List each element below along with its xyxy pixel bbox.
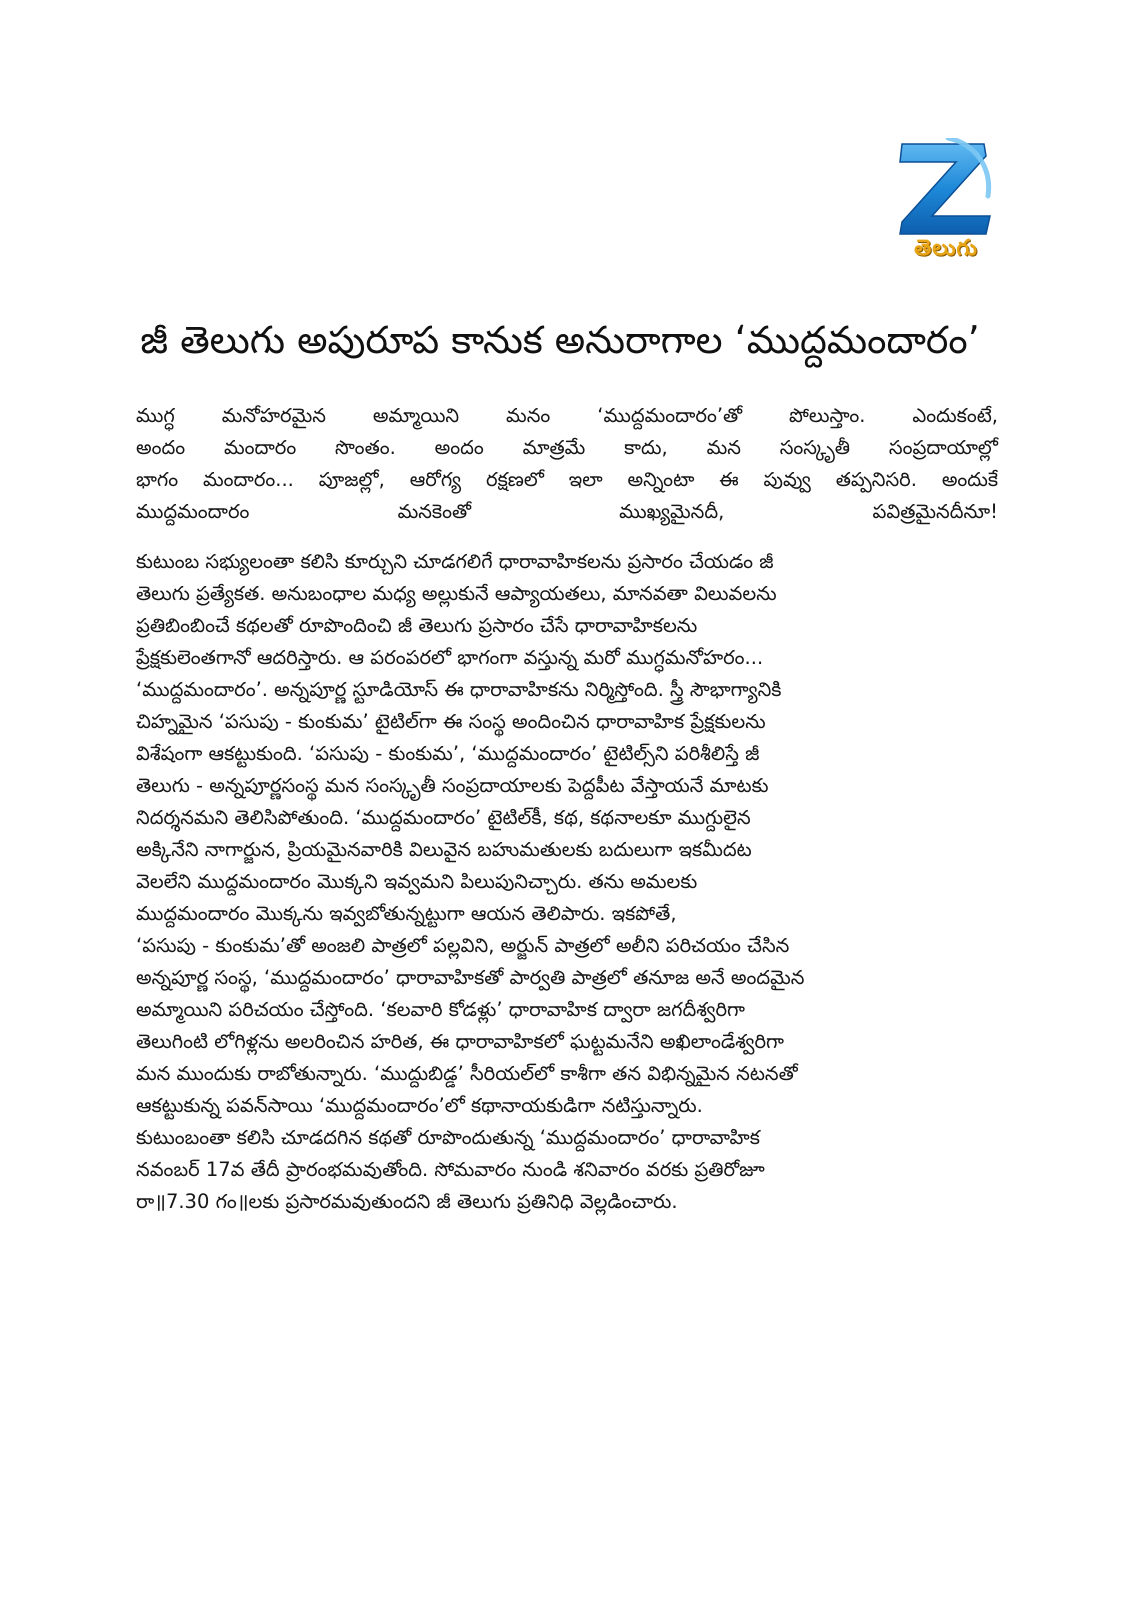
paragraph-2 [136,546,998,1218]
text-line: ఆకట్టుకున్న పవన్‌సాయి ‘ముద్దమందారం’లో కథానాయకుడిగా నటిస్తున్నారు. [136,1094,703,1117]
text-line: ‘ముద్దమందారం’. అన్నపూర్ణ స్టూడియోస్ ఈ ధారావాహికను నిర్మిస్తోంది. స్త్రీ సౌభాగ్యానికి [136,678,782,701]
text-line: అక్కినేని నాగార్జున, ప్రియమైనవారికి విలువైన బహుమతులకు బదులుగా ఇకమీదట [136,838,752,861]
zee-logo-mark-icon [898,138,994,238]
text-line: నవంబర్ 17వ తేదీ ప్రారంభమవుతోంది. సోమవారం నుండి శనివారం వరకు ప్రతిరోజూ [136,1158,765,1181]
text-line: భాగం మందారం... పూజల్లో, ఆరోగ్య రక్షణలో ఇలా అన్నింటా ఈ పువ్వు తప్పనిసరి. అందుకే [136,468,998,491]
text-line: ‘పసుపు - కుంకుమ’తో అంజలి పాత్రలో పల్లవిని, అర్జున్ పాత్రలో అలీని పరిచయం చేసిన [136,934,790,957]
text-line: చిహ్నమైన ‘పసుపు - కుంకుమ’ టైటిల్‌గా ఈ సంస్థ అందించిన ధారావాహిక ప్రేక్షకులను [136,710,766,733]
text-line: మన ముందుకు రాబోతున్నారు. ‘ముద్దుబిడ్డ’ సీరియల్‌లో కాశీగా తన విభిన్నమైన నటనతో [136,1062,798,1085]
text-line: తెలుగు ప్రత్యేకత. అనుబంధాల మధ్య అల్లుకునే ఆప్యాయతలు, మానవతా విలువలను [136,582,777,605]
logo-label: తెలుగు [914,236,978,261]
text-line: ముద్దమందారం మొక్కను ఇవ్వబోతున్నట్టుగా ఆయన తెలిపారు. ఇకపోతే, [136,902,677,925]
text-line: తెలుగింటి లోగిళ్లను అలరించిన హరిత, ఈ ధారావాహికలో ఘట్టమనేని అఖిలాండేశ్వరిగా [136,1030,784,1053]
text-line: తెలుగు - అన్నపూర్ణసంస్థ మన సంస్కృతీ సంప్రదాయాలకు పెద్దపీట వేస్తాయనే మాటకు [136,774,769,797]
text-line: అమ్మాయిని పరిచయం చేస్తోంది. ‘కలవారి కోడళ్లు’ ధారావాహిక ద్వారా జగదీశ్వరిగా [136,998,745,1021]
text-line: విశేషంగా ఆకట్టుకుంది. ‘పసుపు - కుంకుమ’, ‘ముద్దమందారం’ టైటిల్స్‌ని పరిశీలిస్తే జీ [136,742,760,765]
text-line: నిదర్శనమని తెలిసిపోతుంది. ‘ముద్దమందారం’ టైటిల్‌కీ, కథ, కథనాలకూ ముగ్దులైన [136,806,751,829]
text-line: ప్రతిబింబించే కథలతో రూపొందించి జీ తెలుగు ప్రసారం చేసే ధారావాహికలను [136,614,698,637]
paragraph-1 [136,400,998,528]
article-body [136,400,998,1236]
text-line: ముగ్ధ మనోహరమైన అమ్మాయిని మనం ‘ముద్దమందారం’తో పోలుస్తాం. ఎందుకంటే, [136,404,998,427]
article-title: జీ తెలుగు అపురూప కానుక అనురాగాల ‘ముద్దమందారం’ [140,318,980,362]
zee-telugu-logo [898,138,994,278]
text-line: రా॥7.30 గం॥లకు ప్రసారమవుతుందని జీ తెలుగు ప్రతినిధి వెల్లడించారు. [136,1190,678,1213]
text-line: కుటుంబ సభ్యులంతా కలిసి కూర్చుని చూడగలిగే ధారావాహికలను ప్రసారం చేయడం జీ [136,550,774,573]
text-line: అన్నపూర్ణ సంస్థ, ‘ముద్దమందారం’ ధారావాహికతో పార్వతి పాత్రలో తనూజ అనే అందమైన [136,966,805,989]
text-line: ప్రేక్షకులెంతగానో ఆదరిస్తారు. ఆ పరంపరలో భాగంగా వస్తున్న మరో ముగ్ధమనోహరం... [136,646,764,669]
text-line: అందం మందారం సొంతం. అందం మాత్రమే కాదు, మన సంస్కృతీ సంప్రదాయాల్లో [136,436,998,459]
text-line: కుటుంబంతా కలిసి చూడదగిన కథతో రూపొందుతున్న ‘ముద్దమందారం’ ధారావాహిక [136,1126,760,1149]
text-line: ముద్దమందారం మనకెంతో ముఖ్యమైనదీ, పవిత్రమైనదీనూ! [136,500,998,523]
text-line: వెలలేని ముద్దమందారం మొక్కని ఇవ్వమని పిలుపునిచ్చారు. తను అమలకు [136,870,698,893]
